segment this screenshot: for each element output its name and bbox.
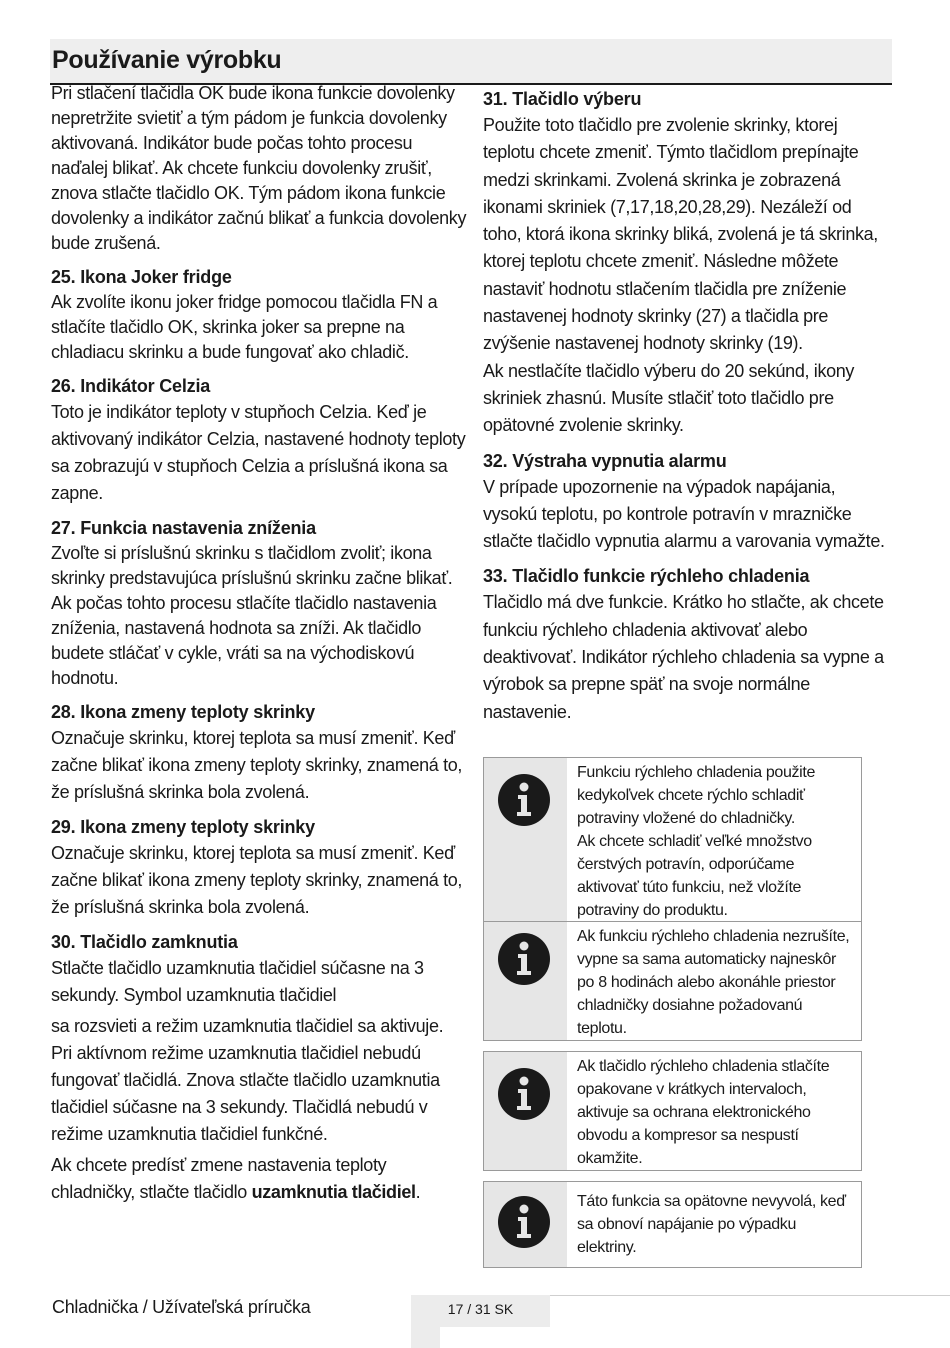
section-26-body: Toto je indikátor teploty v stupňoch Celzia. Keď je aktivovaný indikátor Celzia, nastavené hodnoty teploty sa zobrazujú v stupňoch Celzia a príslušná ikona sa zapne. — [51, 402, 466, 503]
info-note-1-p1: Funkciu rýchleho chladenia použite kedykoľvek chcete rýchlo schladiť potraviny vložené do chladničky. — [577, 764, 816, 827]
section-27-body: Zvoľte si príslušnú skrinku s tlačidlom zvoliť; ikona skrinky predstavujúca príslušnú skrinku začne blikať. Ak počas tohto procesu stlačíte tlačidlo nastavenia zníženia, nastavená hodnota sa zníži. Ak tlačidlo budete stláčať v cykle, vráti sa na východiskovú hodnotu. — [51, 543, 453, 688]
section-31-body-2: Ak nestlačíte tlačidlo výberu do 20 sekúnd, ikony skriniek zhasnú. Musíte stlačiť toto tlačidlo pre opätovné zvolenie skrinky. — [483, 360, 855, 436]
section-32-body: V prípade upozornenie na výpadok napájania, vysokú teplotu, po kontrole potravín v mrazničke stlačte tlačidlo vypnutia alarmu a varovania vymažte. — [483, 476, 885, 552]
info-icon-cell — [484, 1052, 567, 1170]
info-icon — [498, 1068, 550, 1120]
info-note-2-p1: Ak funkciu rýchleho chladenia nezrušíte, vypne sa sama automaticky najneskôr po 8 hodinách alebo akonáhle priestor chladničky dosiahne požadovanú teplotu. — [577, 928, 850, 1037]
section-28-heading: 28. Ikona zmeny teploty skrinky — [51, 702, 315, 722]
info-icon-cell — [484, 758, 567, 922]
info-icon-cell — [484, 922, 567, 1040]
section-30-body-3-suffix: . — [415, 1182, 421, 1202]
section-25-body: Ak zvolíte ikonu joker fridge pomocou tlačidla FN a stlačíte tlačidlo OK, skrinka joker sa prepne na chladiacu skrinku a bude fungovať ako chladič. — [51, 292, 438, 362]
section-31-heading: 31. Tlačidlo výberu — [483, 89, 642, 109]
section-31-body: Použite toto tlačidlo pre zvolenie skrinky, ktorej teplotu chcete zmeniť. Týmto tlačidlom prepínajte medzi skrinkami. Zvolená skrinka je zobrazená ikonami skriniek (7,17,18,20,28,29). Nezáleží od toho, ktorá ikona skrinky bliká, zvolená je tá skrinka, ktorej teplotu chcete zmeniť. Následne môžete nastaviť hodnotu stlačením tlačidla pre zníženie nastavenej hodnoty skrinky (27) a tlačidla pre zvýšenie nastavenej hodnoty skrinky (19). — [483, 115, 878, 354]
info-note-text — [577, 925, 855, 1040]
left-column — [51, 81, 467, 1206]
section-30-body-1: Stlačte tlačidlo uzamknutia tlačidiel súčasne na 3 sekundy. Symbol uzamknutia tlačidiel — [51, 958, 424, 1005]
footer-label: Chladnička / Užívateľská príručka — [52, 1297, 311, 1317]
footer-rule — [550, 1295, 950, 1296]
section-30-body-3-prefix: Ak chcete predísť zmene nastavenia teploty chladničky, stlačte tlačidlo — [51, 1155, 387, 1202]
info-icon-cell — [484, 1182, 567, 1267]
info-note-text — [577, 1190, 855, 1259]
section-25-heading: 25. Ikona Joker fridge — [51, 267, 232, 287]
page-number: 17 / 31 SK — [447, 1301, 514, 1317]
info-note-3-p1: Ak tlačidlo rýchleho chladenia stlačíte opakovane v krátkych intervaloch, aktivuje sa ochrana elektronického obvodu a kompresor sa nespustí okamžite. — [577, 1058, 830, 1167]
info-note-4-p1: Táto funkcia sa opätovne nevyvolá, keď sa obnoví napájanie po výpadku elektriny. — [577, 1193, 846, 1256]
section-30-heading: 30. Tlačidlo zamknutia — [51, 932, 238, 952]
section-30-body-3-bold: uzamknutia tlačidiel — [251, 1182, 416, 1202]
info-note — [483, 921, 862, 1041]
section-30-body-3 — [51, 1152, 467, 1206]
info-icon — [498, 774, 550, 826]
section-29-heading: 29. Ikona zmeny teploty skrinky — [51, 817, 315, 837]
info-icon — [498, 1196, 550, 1248]
page-tab-lower — [411, 1327, 440, 1348]
info-note-text — [577, 761, 855, 922]
section-33-heading: 33. Tlačidlo funkcie rýchleho chladenia — [483, 566, 810, 587]
info-icon — [498, 933, 550, 985]
section-27-heading: 27. Funkcia nastavenia zníženia — [51, 518, 316, 538]
section-32-heading: 32. Výstraha vypnutia alarmu — [483, 450, 727, 471]
section-33-body: Tlačidlo má dve funkcie. Krátko ho stlačte, ak chcete funkciu rýchleho chladenia aktivovať alebo deaktivovať. Indikátor rýchleho chladenia sa vypne a výrobok sa prepne späť na svoje normálne nastavenie. — [483, 592, 884, 722]
section-30-body-2: sa rozsvieti a režim uzamknutia tlačidiel sa aktivuje. Pri aktívnom režime uzamknutia tlačidiel nebudú fungovať tlačidlá. Znova stlačte tlačidlo uzamknutia tlačidiel súčasne na 3 sekundy. Tlačidlá nebudú v režime uzamknutia tlačidiel funkčné. — [51, 1016, 444, 1144]
info-note-1-p2: Ak chcete schladiť veľké množstvo čerstvých potravín, odporúčame aktivovať túto funkciu, než vložíte potraviny do produktu. — [577, 833, 812, 919]
info-note-text — [577, 1055, 855, 1170]
info-note — [483, 1051, 862, 1171]
intro-paragraph: Pri stlačení tlačidla OK bude ikona funkcie dovolenky nepretržite svietiť a tým pádom je funkcia dovolenky aktivovaná. Indikátor bude počas tohto procesu naďalej blikať. Ak chcete funkciu dovolenky zrušiť, znova stlačte tlačidlo OK. Tým pádom ikona funkcie dovolenky a indikátor začnú blikať a funkcia dovolenky bude zrušená. — [51, 83, 467, 253]
section-28-body: Označuje skrinku, ktorej teplota sa musí zmeniť. Keď začne blikať ikona zmeny teploty skrinky, znamená to, že príslušná skrinka bola zvolená. — [51, 728, 463, 802]
info-note — [483, 1181, 862, 1268]
info-note — [483, 757, 862, 923]
section-29-body: Označuje skrinku, ktorej teplota sa musí zmeniť. Keď začne blikať ikona zmeny teploty skrinky, znamená to, že príslušná skrinka bola zvolená. — [51, 843, 463, 917]
right-column — [483, 87, 891, 726]
page-title: Používanie výrobku — [52, 46, 282, 74]
section-26-heading: 26. Indikátor Celzia — [51, 376, 211, 396]
